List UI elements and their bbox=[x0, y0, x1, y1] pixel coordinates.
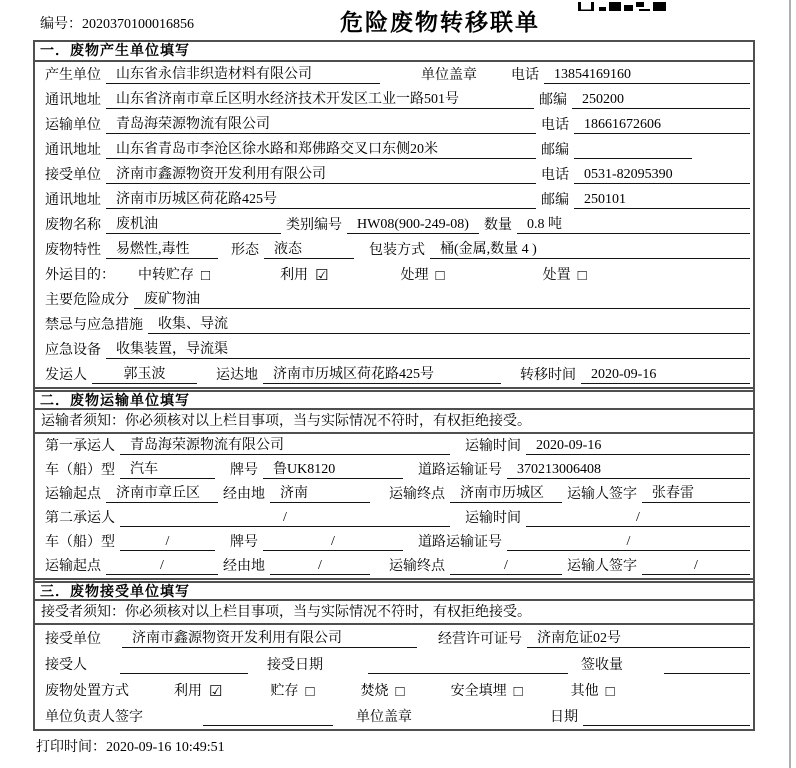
waste-property-row bbox=[35, 237, 753, 262]
receipt-qty-label: 签收量 bbox=[581, 658, 623, 673]
transport-time-value: 2020-09-16 bbox=[526, 438, 750, 455]
dispatcher-label: 发运人 bbox=[45, 368, 87, 383]
accept-unit-value: 济南市鑫源物资开发利用有限公司 bbox=[122, 627, 417, 648]
section-3-header: 三．废物接受单位填写 bbox=[35, 581, 753, 601]
transport-time-label-2: 运输时间 bbox=[465, 511, 521, 526]
producer-phone-value: 13854169160 bbox=[544, 67, 750, 84]
receiver-notice: 接受者须知：你必须核对以上栏目事项，当与实际情况不符时，有权拒绝接受。 bbox=[35, 601, 753, 625]
accept-unit-row bbox=[35, 625, 753, 651]
purpose-treat-text: 处理 bbox=[400, 268, 429, 283]
disposal-store-text: 贮存 bbox=[270, 684, 299, 699]
qr-code-icon bbox=[578, 0, 666, 11]
plate-label: 牌号 bbox=[230, 463, 258, 478]
section-1-header: 一．废物产生单位填写 bbox=[35, 42, 753, 62]
second-carrier-row bbox=[35, 506, 753, 530]
disposal-method-row bbox=[35, 677, 753, 703]
route-via-value-2: / bbox=[270, 558, 370, 575]
transporter-zip-value bbox=[574, 142, 692, 159]
checkbox-checked-icon: ☑ bbox=[209, 684, 223, 700]
accept-unit-label: 接受单位 bbox=[45, 632, 101, 647]
disposal-method-label: 废物处置方式 bbox=[45, 684, 129, 699]
transporter-address-value: 山东省青岛市李沧区徐水路和郑佛路交叉口东侧20米 bbox=[106, 138, 536, 159]
vehicle-type-value-2: / bbox=[120, 534, 215, 551]
receiver-label: 接受单位 bbox=[45, 168, 101, 183]
disposal-burn-text: 焚烧 bbox=[360, 684, 389, 699]
purpose-option-storage bbox=[138, 264, 210, 284]
emergency-equipment-label: 应急设备 bbox=[45, 343, 101, 358]
taboo-value: 收集、导流 bbox=[148, 313, 750, 334]
producer-address-row bbox=[35, 87, 753, 112]
emergency-equipment-row bbox=[35, 337, 753, 362]
transporter-notice: 运输者须知：你必须核对以上栏目事项，当与实际情况不符时，有权拒绝接受。 bbox=[35, 410, 753, 434]
route-end-label: 运输终点 bbox=[389, 487, 445, 502]
receiver-address-label: 通讯地址 bbox=[45, 193, 101, 208]
route-via-value: 济南 bbox=[270, 482, 370, 503]
purpose-use-text: 利用 bbox=[280, 268, 309, 283]
transporter-address-row bbox=[35, 137, 753, 162]
transporter-row bbox=[35, 112, 753, 137]
vehicle-type-value: 汽车 bbox=[120, 458, 215, 479]
acceptor-row bbox=[35, 651, 753, 677]
destination-label: 运达地 bbox=[216, 368, 258, 383]
receiver-row bbox=[35, 162, 753, 187]
emergency-equipment-value: 收集装置，导流渠 bbox=[106, 338, 750, 359]
receiver-address-value: 济南市历城区荷花路425号 bbox=[106, 188, 536, 209]
carrier-sign-label-2: 运输人签字 bbox=[567, 559, 637, 574]
route-start-value: 济南市章丘区 bbox=[106, 482, 218, 503]
transport-time-label: 运输时间 bbox=[465, 439, 521, 454]
acceptor-value bbox=[120, 657, 248, 674]
waste-name-value: 废机油 bbox=[106, 213, 281, 234]
checkbox-unchecked-icon: □ bbox=[605, 684, 615, 700]
receiver-zip-label: 邮编 bbox=[541, 193, 569, 208]
road-permit-value-2: / bbox=[507, 534, 750, 551]
first-carrier-label: 第一承运人 bbox=[45, 439, 115, 454]
plate-value-2: / bbox=[263, 534, 403, 551]
print-time-label: 打印时间： bbox=[36, 740, 106, 755]
checkbox-unchecked-icon: □ bbox=[577, 268, 587, 284]
disposal-use-text: 利用 bbox=[174, 684, 202, 699]
carrier-sign-value-2: / bbox=[642, 558, 750, 575]
license-label: 经营许可证号 bbox=[438, 632, 522, 647]
responsible-sign-label: 单位负责人签字 bbox=[45, 710, 143, 725]
serial-label: 编号： bbox=[40, 17, 82, 32]
waste-qty-label: 数量 bbox=[484, 218, 512, 233]
hazard-label: 主要危险成分 bbox=[45, 293, 129, 308]
acceptor-label: 接受人 bbox=[45, 658, 87, 673]
producer-zip-label: 邮编 bbox=[539, 93, 567, 108]
purpose-dispose-text: 处置 bbox=[542, 268, 571, 283]
route-row-2 bbox=[35, 554, 753, 578]
road-permit-label: 道路运输证号 bbox=[418, 463, 502, 478]
carrier-sign-value: 张春雷 bbox=[642, 482, 750, 503]
transport-time-value-2: / bbox=[526, 510, 750, 527]
plate-value: 鲁UK8120 bbox=[263, 458, 403, 479]
hazard-value: 废矿物油 bbox=[134, 288, 750, 309]
purpose-storage-text: 中转贮存 bbox=[138, 268, 194, 283]
route-end-label-2: 运输终点 bbox=[389, 559, 445, 574]
dispatch-row bbox=[35, 362, 753, 387]
responsible-sign-row bbox=[35, 703, 753, 729]
dispatcher-value: 郭玉波 bbox=[92, 363, 197, 384]
producer-address-value: 山东省济南市章丘区明水经济技术开发区工业一路501号 bbox=[106, 88, 534, 109]
route-via-label-2: 经由地 bbox=[223, 559, 265, 574]
disposal-other-text: 其他 bbox=[570, 684, 599, 699]
seal-date-label: 日期 bbox=[550, 710, 578, 725]
second-carrier-label: 第二承运人 bbox=[45, 511, 115, 526]
checkbox-checked-icon: ☑ bbox=[315, 268, 329, 284]
waste-category-value: HW08(900-249-08) bbox=[347, 217, 479, 234]
producer-phone-label: 电话 bbox=[511, 68, 539, 83]
transfer-time-value: 2020-09-16 bbox=[581, 367, 750, 384]
waste-packing-label: 包装方式 bbox=[369, 243, 425, 258]
unit-seal-label: 单位盖章 bbox=[356, 710, 412, 725]
receipt-qty-value bbox=[664, 657, 750, 674]
section-2-header: 二．废物运输单位填写 bbox=[35, 390, 753, 410]
print-time bbox=[36, 736, 796, 756]
transfer-form-table bbox=[33, 40, 755, 731]
checkbox-unchecked-icon: □ bbox=[305, 684, 315, 700]
seal-date-value bbox=[583, 709, 750, 726]
road-permit-label-2: 道路运输证号 bbox=[418, 535, 502, 550]
producer-label: 产生单位 bbox=[45, 68, 101, 83]
carrier-sign-label: 运输人签字 bbox=[567, 487, 637, 502]
receiver-address-row bbox=[35, 187, 753, 212]
document-header bbox=[0, 0, 796, 40]
disposal-option-other bbox=[571, 680, 615, 700]
taboo-row bbox=[35, 312, 753, 337]
page-edge-divider bbox=[789, 0, 791, 768]
purpose-label: 外运目的： bbox=[45, 268, 115, 283]
route-via-label: 经由地 bbox=[223, 487, 265, 502]
vehicle-row-1 bbox=[35, 458, 753, 482]
page-title: 危险废物转移联单 bbox=[340, 10, 540, 35]
transporter-zip-label: 邮编 bbox=[541, 143, 569, 158]
first-carrier-row bbox=[35, 434, 753, 458]
producer-seal-label: 单位盖章 bbox=[421, 68, 477, 83]
transfer-time-label: 转移时间 bbox=[520, 368, 576, 383]
disposal-landfill-text: 安全填埋 bbox=[450, 684, 507, 699]
disposal-option-burn bbox=[361, 680, 405, 700]
purpose-option-use bbox=[280, 264, 328, 284]
receiver-phone-label: 电话 bbox=[541, 168, 569, 183]
vehicle-type-label: 车（船）型 bbox=[45, 463, 115, 478]
accept-date-value bbox=[368, 657, 568, 674]
route-end-value: 济南市历城区 bbox=[450, 482, 562, 503]
receiver-zip-value: 250101 bbox=[574, 192, 750, 209]
waste-name-label: 废物名称 bbox=[45, 218, 101, 233]
license-value: 济南危证02号 bbox=[527, 627, 750, 648]
disposal-option-use bbox=[174, 680, 222, 700]
vehicle-row-2 bbox=[35, 530, 753, 554]
route-start-value-2: / bbox=[106, 558, 218, 575]
receiver-phone-value: 0531-82095390 bbox=[574, 167, 750, 184]
disposal-option-store bbox=[270, 680, 314, 700]
transporter-label: 运输单位 bbox=[45, 118, 101, 133]
producer-zip-value: 250200 bbox=[572, 92, 750, 109]
serial-value: 2020370100016856 bbox=[82, 17, 194, 32]
producer-value: 山东省永信非织造材料有限公司 bbox=[106, 63, 380, 84]
route-start-label: 运输起点 bbox=[45, 487, 101, 502]
waste-name-row bbox=[35, 212, 753, 237]
vehicle-type-label-2: 车（船）型 bbox=[45, 535, 115, 550]
purpose-option-dispose bbox=[543, 264, 587, 284]
print-time-value: 2020-09-16 10:49:51 bbox=[106, 740, 225, 755]
waste-form-value: 液态 bbox=[264, 238, 354, 259]
waste-property-label: 废物特性 bbox=[45, 243, 101, 258]
transporter-value: 青岛海荣源物流有限公司 bbox=[106, 113, 536, 134]
disposal-option-landfill bbox=[451, 680, 523, 700]
transporter-phone-value: 18661672606 bbox=[574, 117, 750, 134]
accept-date-label: 接受日期 bbox=[267, 658, 323, 673]
road-permit-value: 370213006408 bbox=[507, 462, 750, 479]
purpose-option-treat bbox=[401, 264, 445, 284]
producer-address-label: 通讯地址 bbox=[45, 93, 101, 108]
waste-form-label: 形态 bbox=[231, 243, 259, 258]
plate-label-2: 牌号 bbox=[230, 535, 258, 550]
waste-qty-value: 0.8 吨 bbox=[517, 213, 750, 234]
route-start-label-2: 运输起点 bbox=[45, 559, 101, 574]
responsible-sign-value bbox=[203, 709, 333, 726]
second-carrier-value: / bbox=[120, 510, 450, 527]
checkbox-unchecked-icon: □ bbox=[201, 268, 211, 284]
route-row-1 bbox=[35, 482, 753, 506]
taboo-label: 禁忌与应急措施 bbox=[45, 318, 143, 333]
checkbox-unchecked-icon: □ bbox=[395, 684, 405, 700]
waste-property-value: 易燃性,毒性 bbox=[106, 238, 218, 259]
hazard-row bbox=[35, 287, 753, 312]
route-end-value-2: / bbox=[450, 558, 562, 575]
checkbox-unchecked-icon: □ bbox=[513, 684, 523, 700]
transporter-phone-label: 电话 bbox=[541, 118, 569, 133]
receiver-value: 济南市鑫源物资开发利用有限公司 bbox=[106, 163, 536, 184]
checkbox-unchecked-icon: □ bbox=[435, 268, 445, 284]
transporter-address-label: 通讯地址 bbox=[45, 143, 101, 158]
producer-row bbox=[35, 62, 753, 87]
waste-category-label: 类别编号 bbox=[286, 218, 342, 233]
waste-packing-value: 桶(金属,数量 4 ) bbox=[430, 238, 750, 259]
first-carrier-value: 青岛海荣源物流有限公司 bbox=[120, 434, 450, 455]
destination-value: 济南市历城区荷花路425号 bbox=[263, 363, 501, 384]
purpose-row bbox=[35, 262, 753, 287]
